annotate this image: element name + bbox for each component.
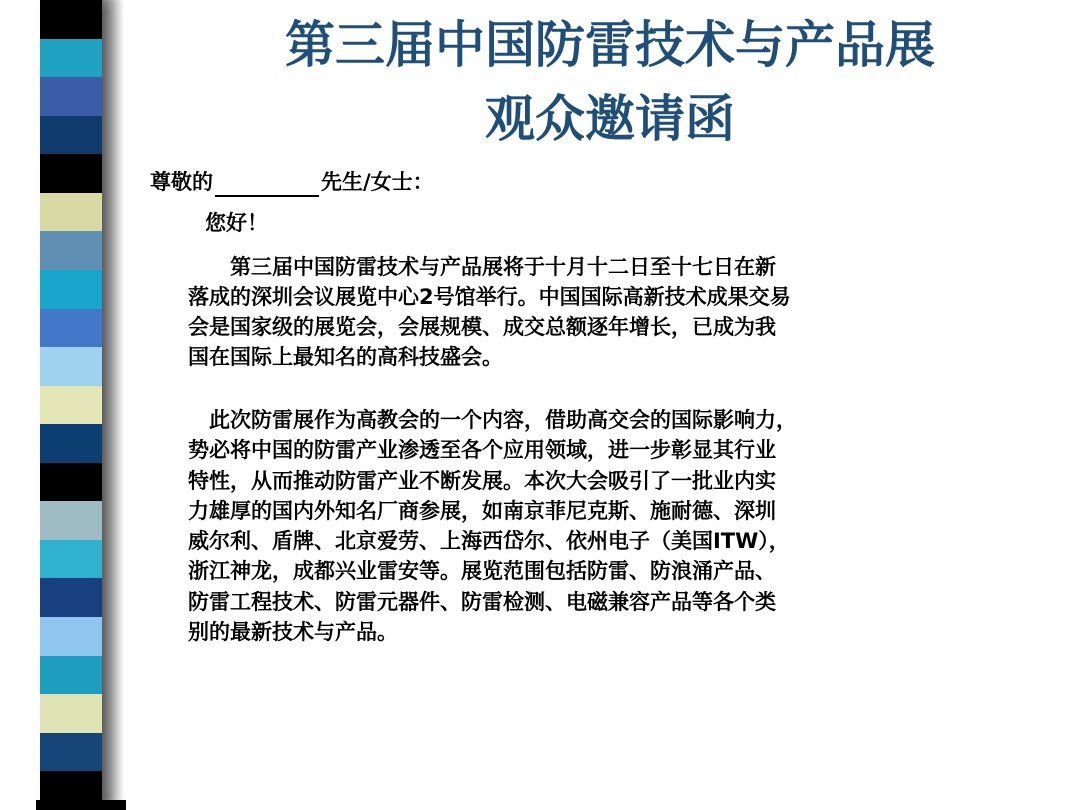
stripe-base [36, 800, 126, 810]
salutation-prefix: 尊敬的 [150, 170, 213, 194]
paragraph-line: 国在国际上最知名的高科技盛会。 [188, 345, 503, 369]
title-line-1: 第三届中国防雷技术与产品展 [285, 15, 935, 74]
stripe-shadow [102, 0, 124, 810]
stripe-block [40, 347, 102, 386]
salutation [150, 167, 434, 197]
paragraph-line: 势必将中国的防雷产业渗透至各个应用领域，进一步彰显其行业 [188, 438, 776, 463]
stripe-block [40, 463, 102, 502]
paragraph-line: 特性，从而推动防雷产业不断发展。本次大会吸引了一批业内实 [188, 468, 776, 493]
paragraph-line: 第三届中国防雷技术与产品展将于十月十二日至十七日在新 [188, 255, 776, 279]
paragraph-1 [188, 252, 1048, 372]
greeting: 您好！ [205, 211, 268, 235]
paragraph-line: 威尔利、盾牌、北京爱劳、上海西岱尔、依州电子（美国ITW）， [188, 529, 790, 554]
stripe-block [40, 501, 102, 540]
title-line-2: 观众邀请函 [485, 89, 735, 148]
stripe-block [40, 424, 102, 463]
paragraph-2 [188, 405, 1048, 647]
decorative-stripe-bar [40, 0, 102, 810]
stripe-block [40, 617, 102, 656]
paragraph-line: 落成的深圳会议展览中心2号馆举行。中国国际高新技术成果交易 [188, 285, 791, 309]
stripe-block [40, 270, 102, 309]
stripe-block [40, 154, 102, 193]
stripe-block [40, 0, 102, 39]
paragraph-line: 会是国家级的展览会，会展规模、成交总额逐年增长，已成为我 [188, 315, 776, 339]
stripe-block [40, 77, 102, 116]
stripe-block [40, 540, 102, 579]
stripe-block [40, 39, 102, 78]
stripe-block [40, 309, 102, 348]
stripe-block [40, 578, 102, 617]
stripe-block [40, 231, 102, 270]
stripe-block [40, 116, 102, 155]
stripe-block [40, 193, 102, 232]
salutation-suffix: 先生/女士： [321, 170, 434, 194]
paragraph-line: 防雷工程技术、防雷元器件、防雷检测、电磁兼容产品等各个类 [188, 589, 776, 614]
paragraph-line: 浙江神龙，成都兴业雷安等。展览范围包括防雷、防浪涌产品、 [188, 559, 776, 584]
paragraph-line: 此次防雷展作为高教会的一个内容，借助高交会的国际影响力， [188, 408, 797, 432]
stripe-block [40, 733, 102, 772]
stripe-block [40, 656, 102, 695]
name-blank [215, 173, 319, 197]
stripe-block [40, 694, 102, 733]
stripe-block [40, 386, 102, 425]
paragraph-line: 力雄厚的国内外知名厂商参展，如南京菲尼克斯、施耐德、深圳 [188, 498, 776, 523]
paragraph-line: 别的最新技术与产品。 [188, 620, 398, 645]
